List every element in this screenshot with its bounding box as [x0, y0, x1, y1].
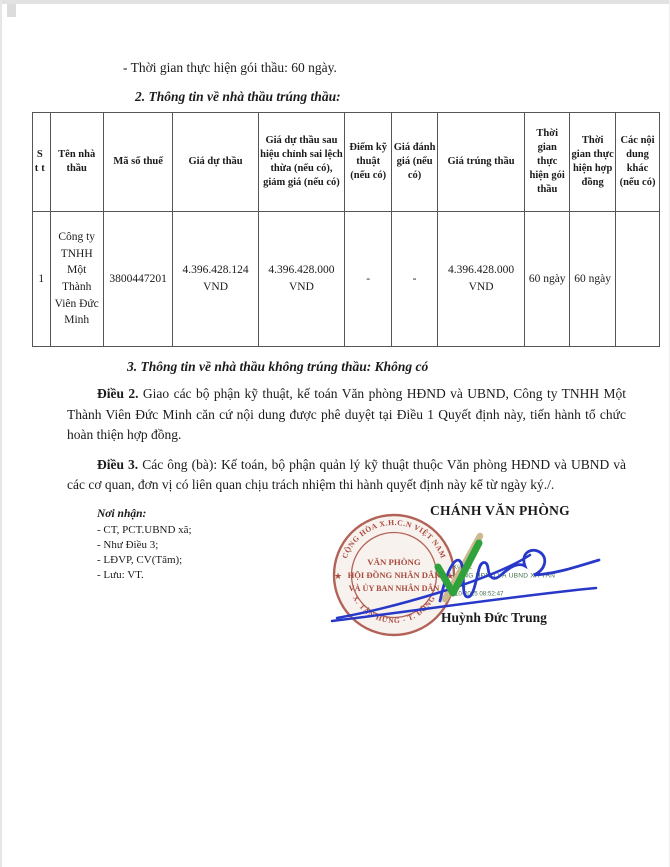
table-header-row: [33, 113, 660, 212]
section-3-value: Không có: [371, 359, 429, 374]
signer-position-title: CHÁNH VĂN PHÒNG: [429, 503, 570, 518]
col-header-gia-du-thau: Giá dự thầu: [173, 113, 258, 212]
col-header-diem-ky-thuat: Điểm kỹ thuật (nếu có): [345, 113, 392, 212]
col-header-gia-danh-gia: Giá đánh giá (nếu có): [392, 113, 438, 212]
section-3-title: 3. Thông tin về nhà thầu không trúng thầu:: [127, 359, 372, 374]
package-duration-line: - Thời gian thực hiện gói thầu: 60 ngày.: [123, 60, 337, 75]
section-3-heading: [127, 358, 626, 375]
signer-name: Huỳnh Đức Trung: [441, 610, 547, 625]
recipient-item: - Như Điều 3;: [97, 539, 159, 551]
recipients-title: Nơi nhận:: [97, 508, 147, 520]
cell-gia-du-thau: 4.396.428.124 VND: [173, 212, 258, 347]
col-header-gia-trung-thau: Giá trúng thầu: [437, 113, 524, 212]
col-header-gia-sau-hieu-chinh: Giá dự thầu sau hiệu chỉnh sai lệch thừa (nếu có), giảm giá (nếu có): [258, 113, 345, 212]
recipients-block: [97, 507, 192, 583]
article-2-label: Điều 2.: [97, 386, 139, 401]
digital-sig-line3: Mã số:: [448, 582, 467, 589]
stamp-line3: VÀ ỦY BAN NHÂN DÂN: [348, 584, 440, 593]
article-3-paragraph: [67, 455, 626, 496]
stamp-bottom-arc-text: X. TÂN HƯNG - T. ĐỒNG: [350, 593, 438, 626]
col-header-stt: Stt: [33, 113, 51, 212]
stamp-star-left-icon: ★: [333, 571, 343, 581]
article-2-paragraph: [67, 384, 626, 446]
recipient-item: - LĐVP, CV(Tâm);: [97, 554, 183, 566]
stamp-star-right-icon: ★: [445, 571, 455, 581]
article-3-label: Điều 3.: [97, 456, 139, 472]
page-top-edge: [0, 0, 670, 4]
page-left-edge: [0, 0, 2, 867]
recipient-item: - CT, PCT.UBND xã;: [97, 524, 192, 536]
cell-ma-so-thue: 3800447201: [103, 212, 173, 347]
col-header-tg-goi-thau: Thời gian thực hiện gói thầu: [525, 113, 570, 212]
section-2-heading: 2. Thông tin về nhà thầu trúng thầu:: [135, 89, 341, 104]
recipient-item: - Lưu: VT.: [97, 569, 144, 581]
stamp-line2: HỘI ĐỒNG NHÂN DÂN: [347, 570, 441, 580]
digital-sig-line4: 14-10-2025 08:52:47: [446, 590, 504, 598]
digital-sig-line1: Ký bởi:: [453, 564, 473, 571]
digital-sig-line2: HÒNG HĐND VÀ UBND XÃ TÂN: [453, 572, 556, 580]
cell-noi-dung-khac: [616, 212, 660, 347]
article-3-text: Các ông (bà): Kế toán, bộ phận quản lý kỹ thuật thuộc Văn phòng HĐND và UBND và các cơ quan, đơn vị có liên quan chịu trách nhiệm thi hành quyết định này kể từ ngày ký./.: [67, 456, 626, 492]
stamp-top-arc-text: CỘNG HÒA X.H.C.N VIỆT NAM: [340, 517, 448, 560]
col-header-tg-hop-dong: Thời gian thực hiện hợp đồng: [570, 113, 616, 212]
cell-gia-sau-hieu-chinh: 4.396.428.000 VND: [258, 212, 345, 347]
cell-tg-goi-thau: 60 ngày: [525, 212, 570, 347]
col-header-ma-so-thue: Mã số thuế: [103, 113, 173, 212]
col-header-noi-dung-khac: Các nội dung khác (nếu có): [616, 113, 660, 212]
table-row: [33, 212, 660, 347]
cell-ten-nha-thau: Công ty TNHH Một Thành Viên Đức Minh: [50, 212, 103, 347]
cell-stt: 1: [33, 212, 51, 347]
col-header-ten-nha-thau: Tên nhà thầu: [50, 113, 103, 212]
cell-gia-danh-gia: -: [392, 212, 438, 347]
article-2-text: Giao các bộ phận kỹ thuật, kế toán Văn phòng HĐND và UBND, Công ty TNHH Một Thành Viên Đức Minh căn cứ nội dung được phê duyệt tại Điều 1 Quyết định này, tiến hành tổ chức hoàn thiện hợp đồng.: [67, 386, 627, 442]
winning-bidder-table: [32, 112, 660, 347]
cell-diem-ky-thuat: -: [345, 212, 392, 347]
cell-gia-trung-thau: 4.396.428.000 VND: [437, 212, 524, 347]
stamp-line1: VĂN PHÒNG: [367, 557, 421, 567]
cell-tg-hop-dong: 60 ngày: [570, 212, 616, 347]
page-corner-notch: [7, 4, 16, 17]
